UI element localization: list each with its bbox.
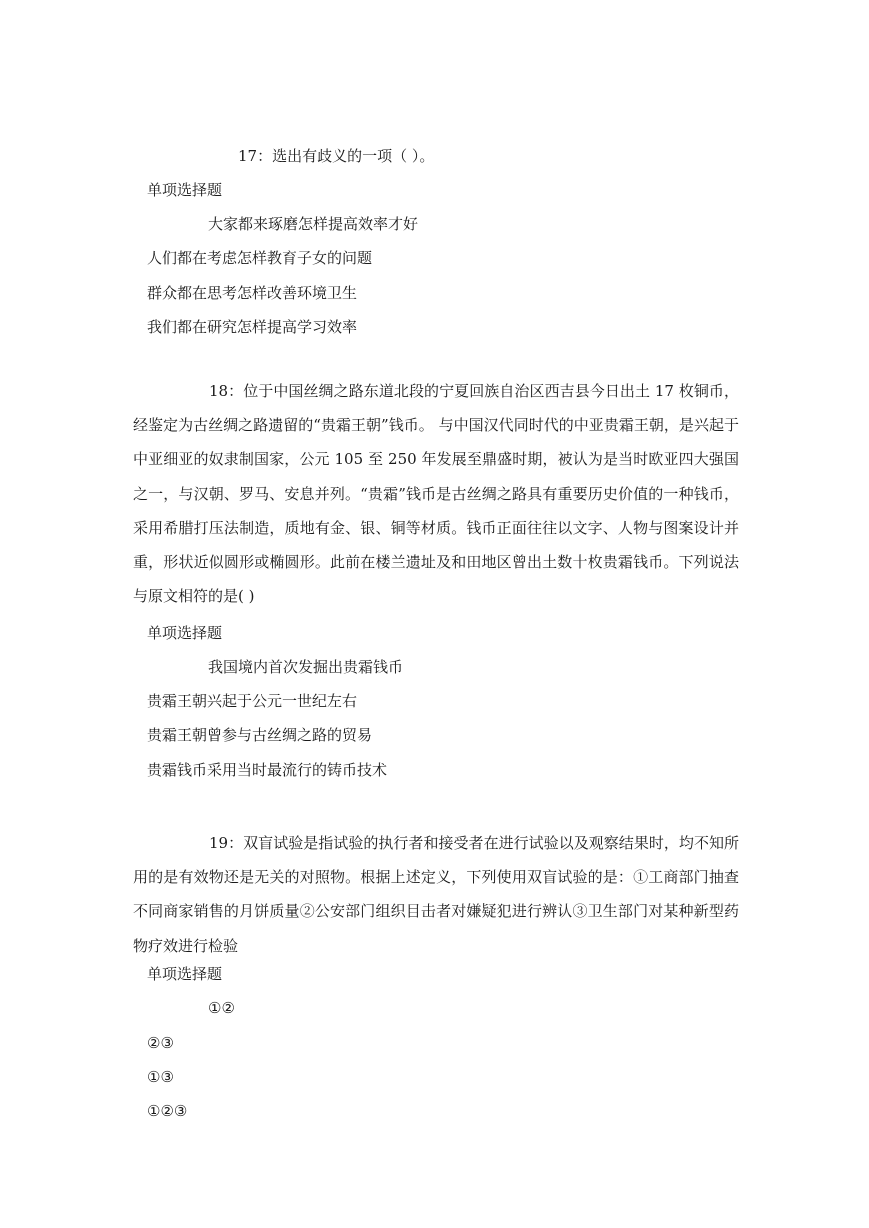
option-c[interactable]: 群众都在思考怎样改善环境卫生	[147, 284, 358, 302]
question-type-label: 单项选择题	[147, 624, 223, 642]
question-type-label: 单项选择题	[147, 181, 223, 199]
option-d[interactable]: ①②③	[147, 1102, 188, 1120]
question-stem: 18：位于中国丝绸之路东道北段的宁夏回族自治区西吉县今日出土 17 枚铜币，经鉴定为古丝绸之路遗留的“贵霜王朝”钱币。 与中国汉代同时代的中亚贵霜王朝，是兴起于中亚细亚的奴隶制国家，公元 105 至 250 年发展至鼎盛时期，被认为是当时欧亚四大强国之一，与汉朝、罗马、安息并列。“贵霜”钱币是古丝绸之路具有重要历史价值的一种钱币，采用希腊打压法制造，质地有金、银、铜等材质。钱币正面往往以文字、人物与图案设计并重，形状近似圆形或椭圆形。此前在楼兰遗址及和田地区曾出土数十枚贵霜钱币。下列说法与原文相符的是( )	[133, 382, 739, 606]
option-c[interactable]: 贵霜王朝曾参与古丝绸之路的贸易	[147, 726, 373, 744]
option-d[interactable]: 贵霜钱币采用当时最流行的铸币技术	[147, 761, 388, 779]
question-stem: 19：双盲试验是指试验的执行者和接受者在进行试验以及观察结果时，均不知所用的是有效物还是无关的对照物。根据上述定义，下列使用双盲试验的是：①工商部门抽查不同商家销售的月饼质量②公安部门组织目击者对嫌疑犯进行辨认③卫生部门对某种新型药物疗效进行检验	[133, 834, 739, 955]
option-d[interactable]: 我们都在研究怎样提高学习效率	[147, 318, 358, 336]
question-type-label: 单项选择题	[147, 965, 223, 983]
option-b[interactable]: 贵霜王朝兴起于公元一世纪左右	[147, 692, 358, 710]
option-a[interactable]: ①②	[208, 999, 235, 1017]
option-b[interactable]: ②③	[147, 1034, 174, 1052]
option-a[interactable]: 我国境内首次发掘出贵霜钱币	[208, 658, 404, 676]
option-b[interactable]: 人们都在考虑怎样教育子女的问题	[147, 249, 373, 267]
question-stem: 17：选出有歧义的一项（ ）。	[238, 147, 435, 165]
option-a[interactable]: 大家都来琢磨怎样提高效率才好	[208, 215, 419, 233]
option-c[interactable]: ①③	[147, 1068, 174, 1086]
